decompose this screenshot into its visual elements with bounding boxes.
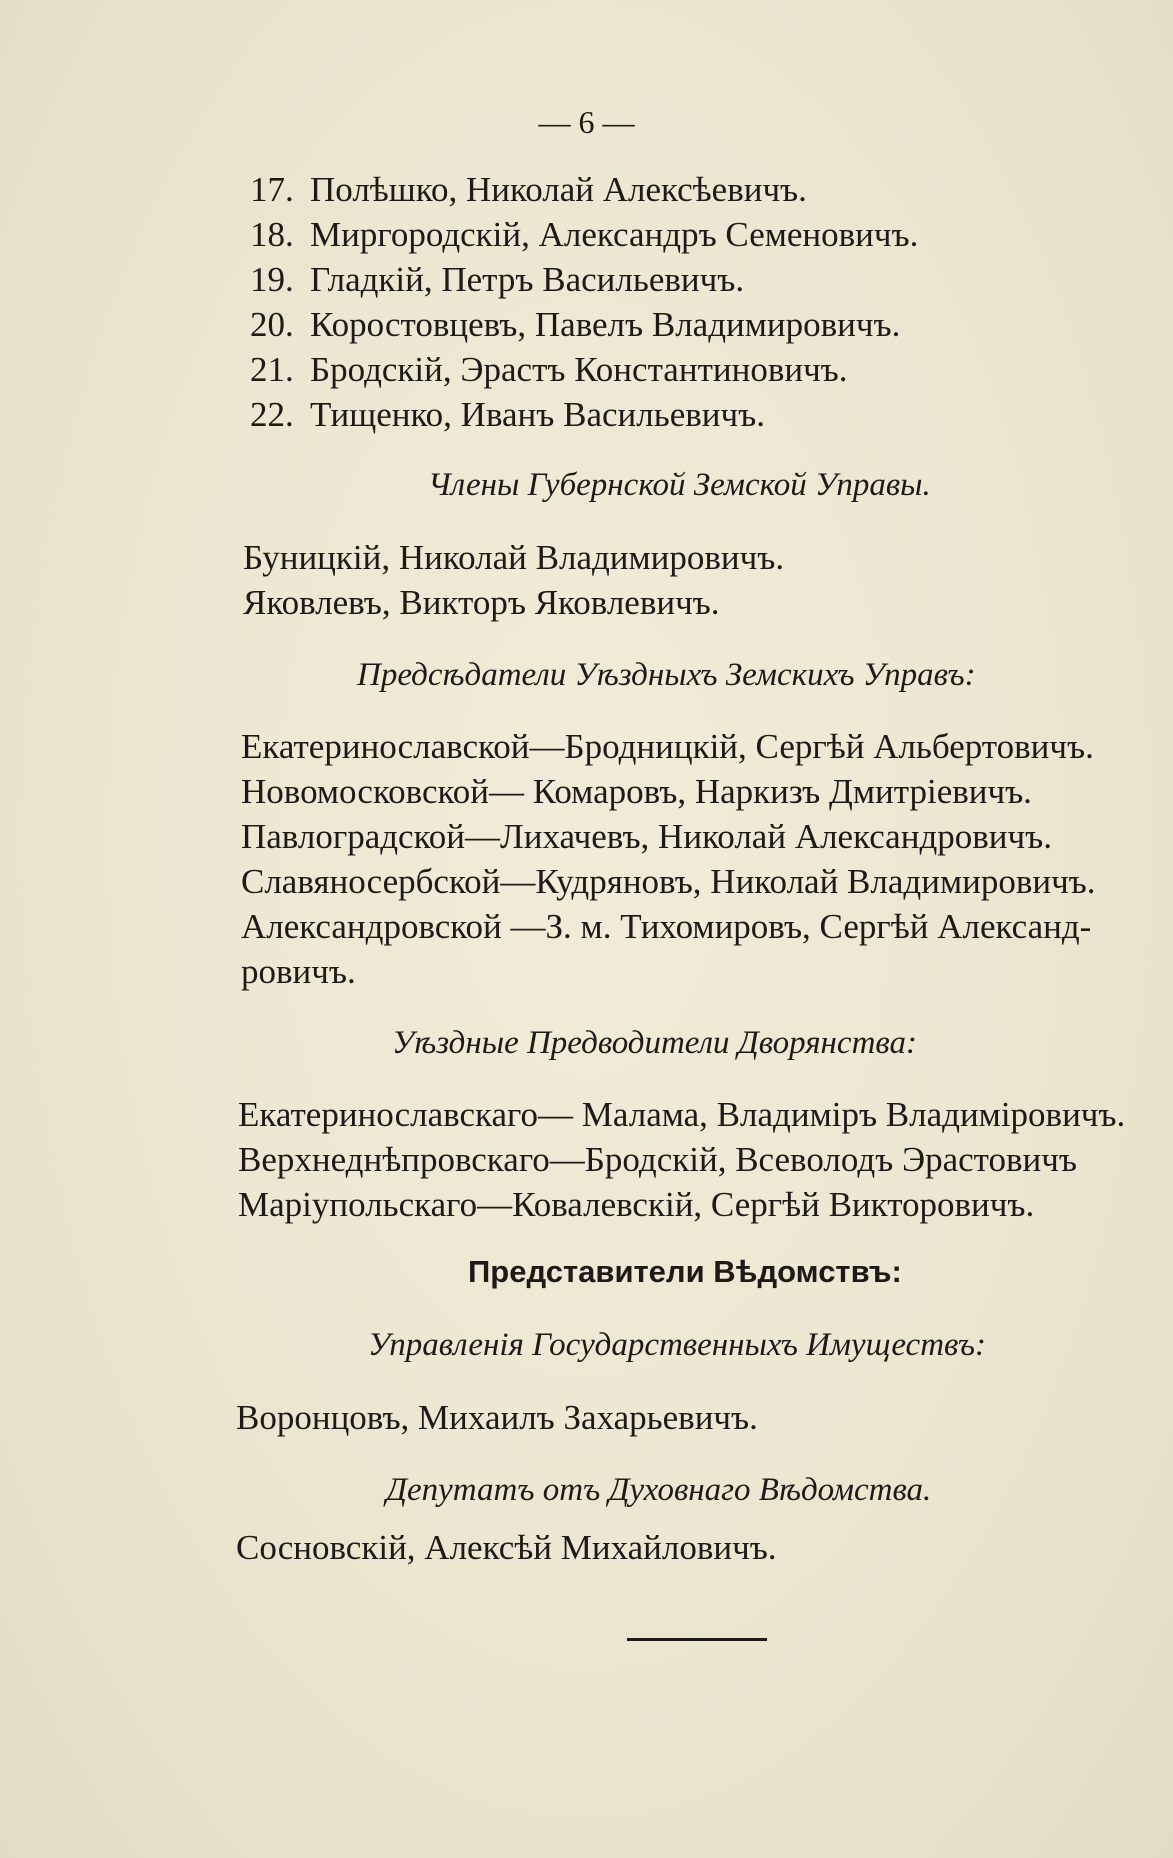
list-item — [250, 170, 807, 210]
closing-rule — [627, 1638, 767, 1641]
list-item-name: Бродскій, Эрастъ Константиновичъ. — [310, 350, 848, 389]
nobility-line: Маріупольскаго—Ковалевскій, Сергѣй Викторовичъ. — [238, 1185, 1035, 1224]
page-number: — 6 — — [538, 104, 635, 140]
subheading-clergy: Депутатъ отъ Духовнаго Вѣдомства. — [386, 1472, 932, 1508]
list-item-number: 17. — [250, 170, 294, 209]
member-line: Буницкій, Николай Владимировичъ. — [243, 538, 785, 577]
chairman-line: Екатеринославской—Бродницкій, Сергѣй Альбертовичъ. — [241, 727, 1094, 766]
section-heading-chairmen: Предсѣдатели Уѣздныхъ Земскихъ Управъ: — [357, 657, 976, 693]
list-item-number: 19. — [250, 260, 294, 299]
subheading-state-property: Управленія Государственныхъ Имуществъ: — [368, 1327, 987, 1363]
chairman-line: Павлоградской—Лихачевъ, Николай Александровичъ. — [241, 817, 1052, 856]
list-item-number: 22. — [250, 395, 294, 434]
chairman-line: Новомосковской— Комаровъ, Наркизъ Дмитріевичъ. — [241, 772, 1032, 811]
list-item-name: Коростовцевъ, Павелъ Владимировичъ. — [310, 305, 901, 344]
chairman-line: Славяносербской—Кудряновъ, Николай Владимировичъ. — [241, 862, 1096, 901]
section-heading-departments: Представители Вѣдомствъ: — [468, 1254, 902, 1289]
list-item — [250, 215, 918, 255]
list-item-name: Гладкій, Петръ Васильевичъ. — [310, 260, 745, 299]
list-item-name: Миргородскій, Александръ Семеновичъ. — [310, 215, 919, 254]
chairman-line: ровичъ. — [241, 952, 356, 991]
list-item-number: 21. — [250, 350, 294, 389]
list-item-number: 20. — [250, 305, 294, 344]
list-item-number: 18. — [250, 215, 294, 254]
list-item — [250, 305, 900, 345]
list-item — [250, 350, 848, 390]
list-item-name: Тищенко, Иванъ Васильевичъ. — [310, 395, 765, 434]
member-line: Яковлевъ, Викторъ Яковлевичъ. — [243, 583, 720, 622]
nobility-line: Верхнеднѣпровскаго—Бродскій, Всеволодъ Эрастовичъ — [238, 1140, 1077, 1179]
nobility-line: Екатеринославскаго— Малама, Владиміръ Владиміровичъ. — [238, 1095, 1126, 1134]
list-item — [250, 395, 765, 435]
state-property-member: Воронцовъ, Михаилъ Захарьевичъ. — [236, 1398, 758, 1437]
section-heading-nobility: Уѣздные Предводители Дворянства: — [392, 1025, 917, 1061]
list-item-name: Полѣшко, Николай Алексѣевичъ. — [310, 170, 807, 209]
clergy-member: Сосновскій, Алексѣй Михайловичъ. — [236, 1528, 777, 1567]
chairman-line: Александровской —З. м. Тихомировъ, Сергѣй Александ- — [241, 907, 1092, 946]
list-item — [250, 260, 744, 300]
section-heading-uprava: Члены Губернской Земской Управы. — [428, 467, 931, 503]
